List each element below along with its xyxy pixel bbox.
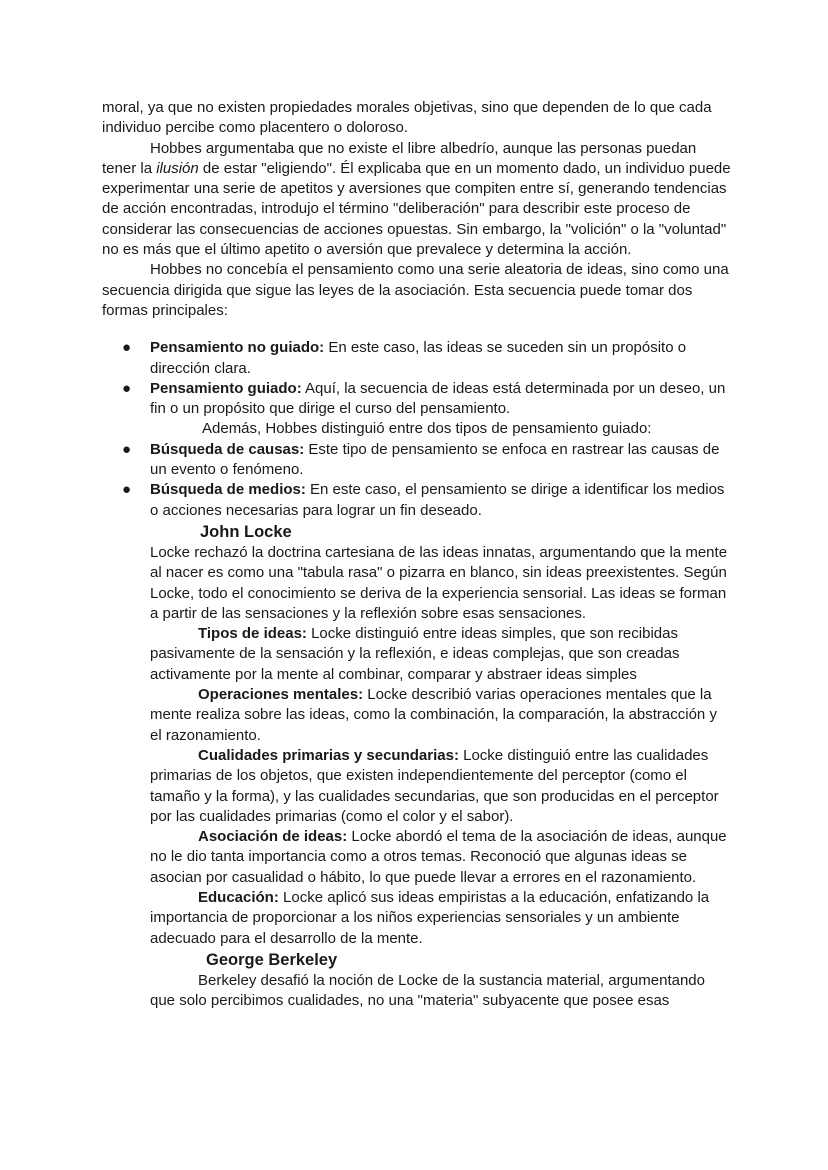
list-item-term: Pensamiento no guiado: [150, 339, 325, 357]
bullet-list-thought-forms [102, 338, 732, 419]
bullet-icon: ● [122, 481, 132, 499]
list-item-text: En este caso, el pensamiento se dirige a identificar los medios o acciones necesarias para lograr un fin deseado. [150, 481, 725, 519]
paragraph-berkeley-intro: Berkeley desafió la noción de Locke de la sustancia material, argumentando que solo percibimos cualidades, no una "materia" subyacente que posee esas [150, 971, 705, 1010]
paragraph-locke-item [150, 888, 732, 949]
section-locke [150, 521, 732, 949]
item-text: Locke abordó el tema de la asociación de ideas, aunque no le dio tanta importancia como a otros temas. Reconoció que algunas ideas se asocian por casualidad o hábito, lo que puede llevar a errores en el razonamiento. [150, 828, 727, 886]
list-item-text: Este tipo de pensamiento se enfoca en rastrear las causas de un evento o fenómeno. [150, 440, 720, 479]
bullet-list-guided-types [102, 440, 732, 521]
list-item-text: Aquí, la secuencia de ideas está determinada por un deseo, un fin o un propósito que dirige el curso del pensamiento. [150, 379, 726, 418]
item-term: Tipos de ideas: [198, 625, 307, 643]
paragraph-hobbes-free-will [102, 139, 732, 261]
paragraph-locke-item [150, 685, 732, 746]
list-item [102, 480, 732, 521]
item-text: Locke describió varias operaciones mentales que la mente realiza sobre las ideas, como la combinación, la comparación, la abstracción y el razonamiento. [150, 686, 717, 744]
item-term: Cualidades primarias y secundarias: [198, 746, 459, 764]
item-term: Educación: [198, 888, 279, 906]
paragraph-guided-types: Además, Hobbes distinguió entre dos tipos de pensamiento guiado: [202, 420, 652, 438]
list-item-term: Búsqueda de medios: [150, 481, 306, 499]
heading-john-locke: John Locke [200, 522, 292, 541]
paragraph-text: Hobbes argumentaba que no existe el libre albedrío, aunque las personas puedan tener la [102, 139, 697, 177]
list-item-term: Búsqueda de causas: [150, 440, 305, 458]
list-item-text: En este caso, las ideas se suceden sin un propósito o dirección clara. [150, 339, 687, 377]
paragraph-moral: moral, ya que no existen propiedades morales objetivas, sino que dependen de lo que cada individuo percibe como placentero o doloroso. [102, 99, 712, 137]
list-item-term: Pensamiento guiado: [150, 379, 302, 397]
emphasis-ilusion: ilusión [156, 159, 199, 177]
paragraph-text: de estar "eligiendo". Él explicaba que en un momento dado, un individuo puede experimentar una serie de apetitos y aversiones que compiten entre sí, generando tendencias de acción encontradas, introdujo el término "deliberación" para describir este proceso de considerar las consecuencias de acciones opuestas. Sin embargo, la "volición" o la "voluntad" no es más que el último apetito o aversión que prevalece y determina la acción. [102, 159, 731, 259]
paragraph-locke-item [150, 827, 732, 888]
heading-george-berkeley: George Berkeley [206, 950, 338, 969]
paragraph-locke-intro: Locke rechazó la doctrina cartesiana de las ideas innatas, argumentando que la mente al nacer es como una "tabula rasa" o pizarra en blanco, sin ideas preexistentes. Según Locke, todo el conocimiento se deriva de la experiencia sensorial. Las ideas se forman a partir de las sensaciones y la reflexión sobre esas sensaciones. [150, 543, 728, 622]
item-term: Operaciones mentales: [198, 686, 364, 704]
bullet-icon: ● [122, 379, 132, 397]
item-text: Locke aplicó sus ideas empiristas a la educación, enfatizando la importancia de proporcionar a los niños experiencias sensoriales y un ambiente adecuado para el desarrollo de la mente. [150, 888, 710, 947]
item-text: Locke distinguió entre las cualidades primarias de los objetos, que existen independientemente del perceptor (como el tamaño y la forma), y las cualidades secundarias, que son producidas en el perceptor por las cualidades primarias (como el color y el sabor). [150, 746, 719, 825]
list-item [102, 379, 732, 420]
bullet-icon: ● [122, 339, 132, 357]
paragraph-locke-item [150, 746, 732, 827]
paragraph-hobbes-thought: Hobbes no concebía el pensamiento como una serie aleatoria de ideas, sino como una secuencia dirigida que sigue las leyes de la asociación. Esta secuencia puede tomar dos formas principales: [102, 261, 729, 319]
list-item [102, 338, 732, 379]
section-berkeley [150, 949, 732, 1012]
text-column [102, 98, 732, 1011]
bullet-icon: ● [122, 440, 132, 458]
item-term: Asociación de ideas: [198, 828, 348, 846]
paragraph-locke-item [150, 624, 732, 685]
list-item [102, 440, 732, 481]
item-text: Locke distinguió entre ideas simples, que son recibidas pasivamente de la sensación y la reflexión, e ideas complejas, que son creadas activamente por la mente al combinar, comparar y abstraer ideas simples [150, 625, 680, 683]
spacer [102, 321, 732, 338]
